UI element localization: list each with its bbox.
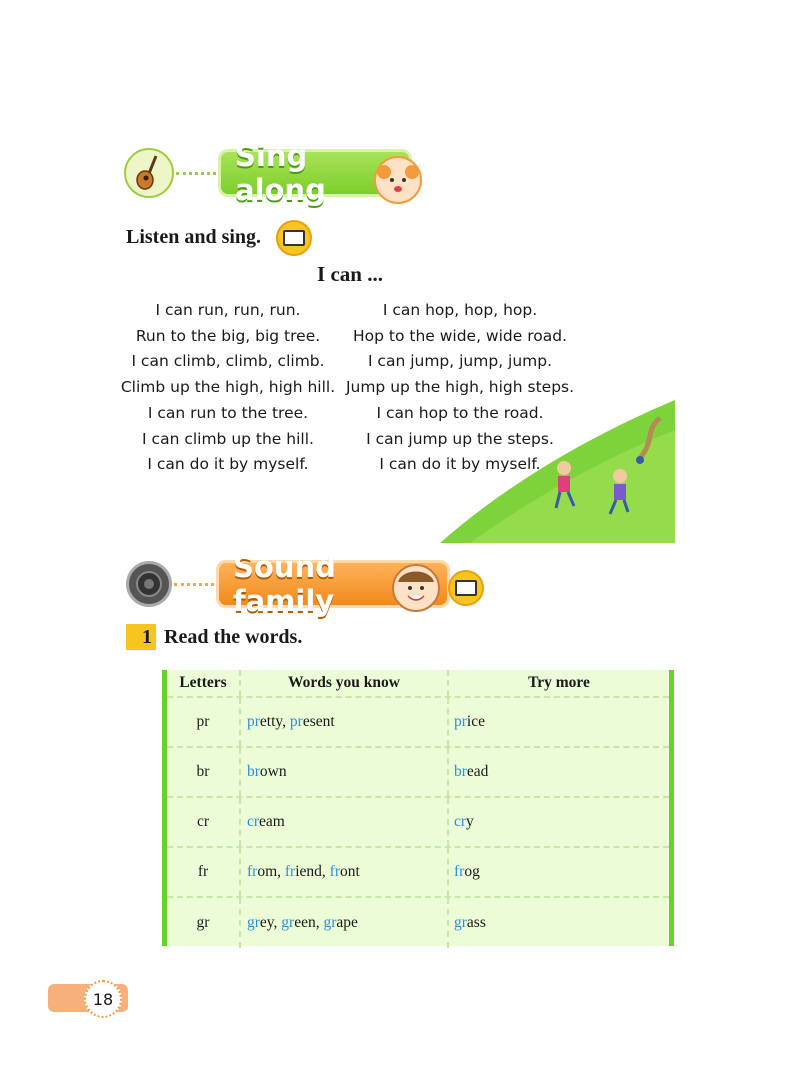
words-you-know-cell: from, friend, front xyxy=(241,848,449,896)
words-you-know-cell: grey, green, grape xyxy=(241,898,449,948)
sound-family-table xyxy=(162,670,674,946)
lyric-line: I can run to the tree. xyxy=(147,403,309,422)
table-row xyxy=(167,748,669,798)
exercise-number: 1 xyxy=(126,624,156,650)
word-rest: om xyxy=(257,863,278,880)
word xyxy=(454,914,486,931)
letters-cell: fr xyxy=(167,848,241,896)
word-rest: ead xyxy=(466,763,489,780)
try-more-cell xyxy=(449,698,669,746)
exercise-heading xyxy=(126,624,302,650)
words-you-know-cell xyxy=(241,798,449,846)
exercise-instruction: Read the words. xyxy=(164,625,303,648)
speaker-icon xyxy=(126,561,172,607)
blend-letters: pr xyxy=(454,713,467,730)
lyric-line: I can jump, jump, jump. xyxy=(367,352,553,371)
sound-family-banner xyxy=(126,550,450,618)
blend-letters: gr xyxy=(247,914,260,931)
lyric-line: I can do it by myself. xyxy=(147,455,309,474)
letters-cell: br xyxy=(167,748,241,796)
blend-letters: cr xyxy=(454,813,467,830)
lyric-line: I can do it by myself. xyxy=(379,455,541,474)
lyric-line: I can jump up the steps. xyxy=(366,429,554,448)
word-rest: iend xyxy=(295,863,322,880)
blend-letters: gr xyxy=(454,914,467,931)
word-rest: y xyxy=(466,813,474,830)
letters-cell: pr xyxy=(167,698,241,746)
word xyxy=(454,813,474,830)
words-you-know-cell: pretty, present xyxy=(241,698,449,746)
blend-letters: br xyxy=(247,763,260,780)
blend-letters: br xyxy=(454,763,467,780)
table-row xyxy=(167,898,669,948)
word xyxy=(247,863,277,880)
section-title-sing-along: Sing along xyxy=(218,149,412,197)
word-rest: ey xyxy=(259,914,274,931)
lyric-line: Run to the big, big tree. xyxy=(135,326,321,345)
lyric-line: I can climb, climb, climb. xyxy=(131,352,325,371)
section-title-sound-family: Sound family xyxy=(216,560,450,608)
word-rest: ice xyxy=(466,713,485,730)
blend-letters: fr xyxy=(247,863,258,880)
word-rest: own xyxy=(259,763,287,780)
table-row xyxy=(167,848,669,898)
song-title: I can ... xyxy=(317,262,383,286)
table-row xyxy=(167,798,669,848)
try-more-cell xyxy=(449,748,669,796)
sing-along-banner xyxy=(124,139,412,207)
column-header: Letters xyxy=(167,670,241,696)
blend-letters: gr xyxy=(323,914,337,931)
tape-icon[interactable] xyxy=(276,220,312,256)
blend-letters: fr xyxy=(454,863,465,880)
lyric-line: I can hop to the road. xyxy=(376,403,544,422)
lyric-line: I can run, run, run. xyxy=(155,301,301,319)
lyric-line: I can climb up the hill. xyxy=(142,429,314,448)
words-you-know-cell xyxy=(241,748,449,796)
word xyxy=(247,914,274,931)
word xyxy=(454,763,488,780)
try-more-cell xyxy=(449,898,669,948)
letters-cell: cr xyxy=(167,798,241,846)
lyric-line: Hop to the wide, wide road. xyxy=(352,326,568,345)
lyric-line: Climb up the high, high hill. xyxy=(120,378,336,397)
girl-face-icon xyxy=(374,156,422,204)
banner-connector xyxy=(176,172,216,175)
word xyxy=(285,863,322,880)
lyrics-left-column xyxy=(118,298,338,478)
blend-letters: fr xyxy=(284,863,296,880)
hill-illustration xyxy=(440,400,675,543)
word xyxy=(247,763,287,780)
guitar-icon xyxy=(124,148,174,198)
blend-letters: pr xyxy=(247,713,260,730)
word-rest: ont xyxy=(339,863,360,880)
lyric-line: Jump up the high, high steps. xyxy=(345,378,575,397)
blend-letters: gr xyxy=(281,914,295,931)
word xyxy=(247,813,285,830)
page-number: 18 xyxy=(84,980,122,1018)
word-rest: esent xyxy=(302,713,335,730)
word-rest: og xyxy=(464,863,480,880)
table-row xyxy=(167,698,669,748)
word xyxy=(290,713,335,730)
tape-icon[interactable] xyxy=(448,570,484,606)
word-rest: ass xyxy=(466,914,486,931)
column-header: Try more xyxy=(528,674,590,691)
boy-face-icon xyxy=(392,564,440,612)
listen-instruction: Listen and sing. xyxy=(126,226,262,248)
word xyxy=(330,863,360,880)
try-more-cell xyxy=(449,798,669,846)
word xyxy=(454,863,480,880)
blend-letters: fr xyxy=(329,863,340,880)
word-rest: eam xyxy=(259,813,285,830)
word xyxy=(247,713,282,730)
word xyxy=(281,914,315,931)
word xyxy=(454,713,485,730)
word-rest: etty xyxy=(259,713,283,730)
word xyxy=(323,914,357,931)
blend-letters: pr xyxy=(289,713,303,730)
table-header-row xyxy=(167,670,669,698)
word-rest: een xyxy=(294,914,316,931)
blend-letters: cr xyxy=(247,813,260,830)
column-header: Words you know xyxy=(241,670,449,696)
try-more-cell xyxy=(449,848,669,896)
word-rest: ape xyxy=(336,914,358,931)
lyric-line: I can hop, hop, hop. xyxy=(382,301,538,319)
letters-cell: gr xyxy=(167,898,241,948)
banner-connector xyxy=(174,583,214,586)
